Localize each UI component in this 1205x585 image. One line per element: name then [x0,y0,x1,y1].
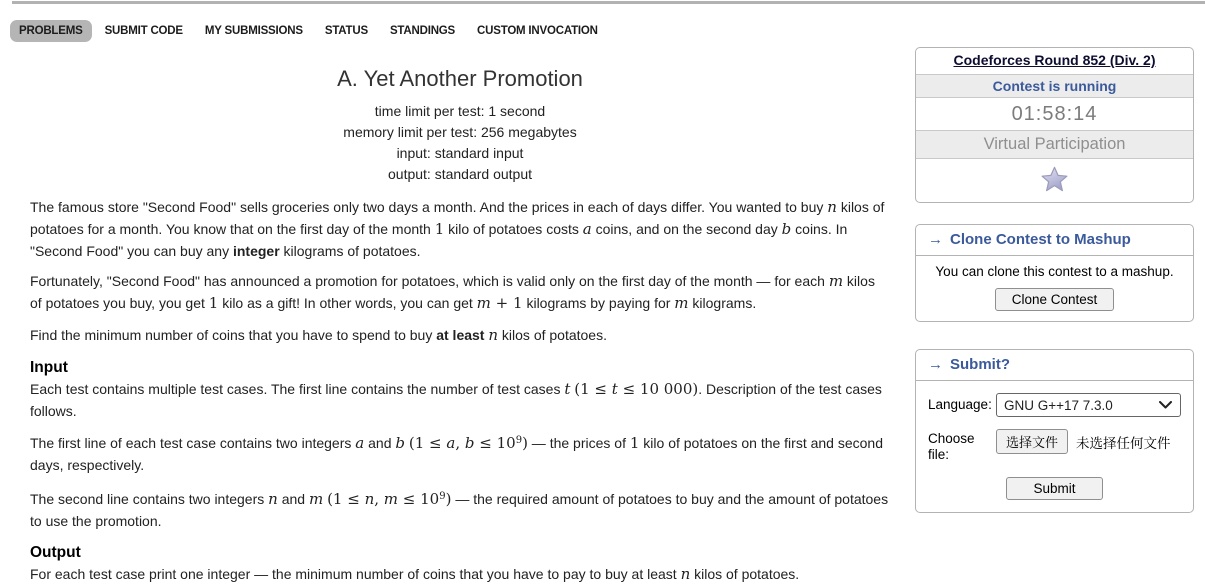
file-status-text: 未选择任何文件 [1076,435,1171,451]
submit-link[interactable]: Submit? [950,356,1010,373]
chevron-down-icon [1159,401,1172,409]
clone-description: You can clone this contest to a mashup. [935,264,1174,279]
clone-contest-button[interactable]: Clone Contest [995,288,1115,311]
language-label: Language: [928,397,992,412]
time-limit: time limit per test: 1 second [374,103,546,119]
input-paragraph: The first line of each test case contains two integers a and b (1 ≤ a, $b \le 10^9$) — the prices of 1 kilo of potatoes on the first and second days, respectively. [30,434,884,473]
statement-paragraph: The famous store "Second Food" sells groceries only two days a month. And the prices in each of days differ. You wanted to buy n kilos of potatoes for a month. You know that on the first day of the month 1 kilo of potatoes costs a coins, and on the second day b coins. In "Second Food" you can buy any integer kilograms of potatoes. [30,198,885,259]
choose-file-label: Choose file: [928,431,975,462]
contest-nav-tabs [10,20,607,42]
tab-standings[interactable]: STANDINGS [389,25,456,37]
language-select[interactable] [996,393,1181,417]
contest-status: Contest is running [916,75,1193,98]
memory-limit: memory limit per test: 256 megabytes [343,124,577,140]
arrow-right-icon: → [928,356,943,373]
clone-mashup-link[interactable]: Clone Contest to Mashup [950,231,1131,248]
language-value: GNU G++17 7.3.0 [1004,397,1113,413]
tab-submit-code[interactable]: SUBMIT CODE [104,25,183,37]
problem-title: A. Yet Another Promotion [337,66,583,91]
input-spec: input: standard input [396,145,524,161]
output-heading: Output [30,544,81,561]
tab-my-submissions[interactable]: MY SUBMISSIONS [204,25,303,37]
arrow-right-icon: → [928,231,943,248]
clone-contest-box [915,224,1194,322]
choose-file-button[interactable]: 选择文件 [996,429,1068,454]
output-paragraph: For each test case print one integer — the minimum number of coins that you have to pay to buy at least n kilos of potatoes. [30,565,800,583]
input-heading: Input [30,359,68,376]
contest-info-box [915,47,1194,203]
statement-paragraph: Find the minimum number of coins that you have to spend to buy at least n kilos of potatoes. [30,326,607,344]
statement-paragraph: Fortunately, "Second Food" has announced a promotion for potatoes, which is valid only on the first day of the month — for each m kilos of potatoes you buy, you get 1 kilo as a gift! In other words, you can get m + 1 kilograms by paying for m kilograms. [30,272,875,312]
problem-statement [30,60,890,585]
tab-problems[interactable]: PROBLEMS [10,20,92,42]
favorite-star-icon[interactable] [1041,166,1068,192]
contest-mode: Virtual Participation [916,131,1193,159]
output-spec: output: standard output [388,166,532,182]
problem-limits [30,101,890,185]
tab-custom-invocation[interactable]: CUSTOM INVOCATION [477,25,598,37]
submit-box [915,349,1194,513]
input-paragraph: The second line contains two integers n and m (1 ≤ n, $m \le 10^9$) — the required amount of potatoes to buy and the amount of potatoes to use the promotion. [30,490,889,529]
top-divider [12,1,1205,4]
contest-link[interactable]: Codeforces Round 852 (Div. 2) [953,52,1156,68]
input-paragraph: Each test contains multiple test cases. The first line contains the number of test cases t (1 ≤ t ≤ 10 000). Description of the test cases follows. [30,380,882,419]
contest-timer: 01:58:14 [916,98,1193,131]
sidebar [915,47,1194,513]
tab-status[interactable]: STATUS [324,25,368,37]
submit-button[interactable]: Submit [1006,477,1102,500]
